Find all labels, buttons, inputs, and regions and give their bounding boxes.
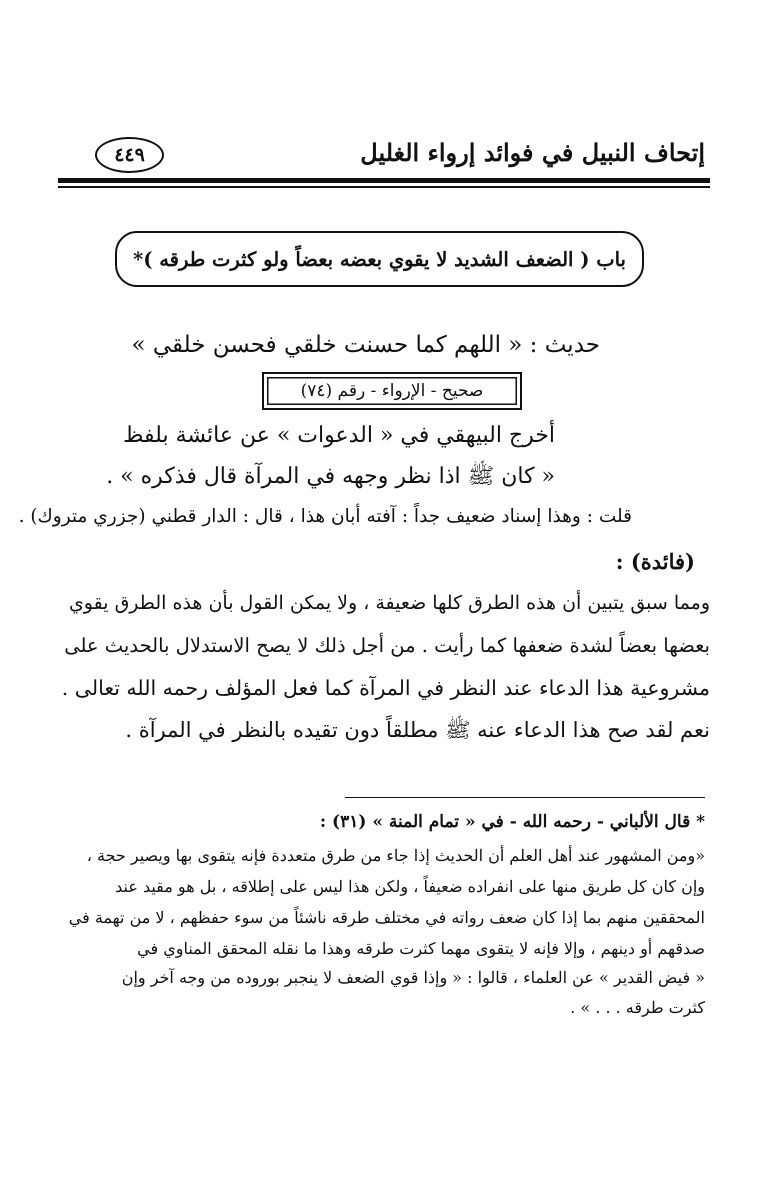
benefit-line: ومما سبق يتبين أن هذه الطرق كلها ضعيفة ، ولا يمكن القول بأن هذه الطرق يقوي	[68, 592, 710, 614]
footnote-line: « فيض القدير » عن العلماء ، قالوا : « وإذا قوي الضعف لا ينجبر بوروده من وجه آخر وإن	[121, 968, 705, 987]
footnote-line: المحققين منهم بما إذا كان ضعف رواته في مختلف طرقه ناشئاً من سوء حفظهم ، لا من تهمة في	[68, 908, 705, 927]
footnote-line: كثرت طرقه . . . » .	[570, 998, 705, 1017]
benefit-heading: (فائدة) :	[615, 549, 695, 574]
hadith-text: حديث : « اللهم كما حسنت خلقي فحسن خلقي »	[131, 332, 600, 358]
hadith-grade-box	[262, 372, 522, 410]
benefit-line: نعم لقد صح هذا الدعاء عنه ﷺ مطلقاً دون تقيده بالنظر في المرآة .	[125, 718, 710, 742]
footnote-line: صدقهم أو دينهم ، وإلا فإنه لا يتقوى مهما كثرت طرقه وهذا ما نقله المحقق المناوي في	[137, 939, 705, 958]
running-header-title: إتحاف النبيل في فوائد إرواء الغليل	[360, 138, 705, 167]
chapter-title: باب ( الضعف الشديد لا يقوي بعضه بعضاً ولو كثرت طرقه )*	[133, 247, 626, 271]
hadith-grade: صحيح - الإرواء - رقم (٧٤)	[300, 381, 484, 401]
chapter-heading-box	[115, 231, 644, 287]
author-comment: قلت : وهذا إسناد ضعيف جداً : آفته أبان هذا ، قال : الدار قطني (جزري متروك) .	[18, 506, 632, 527]
footnote-line: «ومن المشهور عند أهل العلم أن الحديث إذا جاء من طرق متعددة فإنه يتقوى بها ويصير حجة ،	[86, 846, 705, 865]
footnote-line: وإن كان كل طريق منها على انفراده ضعيفاً ، ولكن هذا ليس على إطلاقه ، بل هو مقيد عند	[115, 877, 705, 896]
header-rule-thick	[58, 178, 710, 183]
footnote-heading: * قال الألباني - رحمه الله - في « تمام المنة » (٣١) :	[319, 812, 705, 832]
benefit-line: مشروعية هذا الدعاء عند النظر في المرآة كما فعل المؤلف رحمه الله تعالى .	[61, 676, 710, 700]
page-number-badge: ٤٤٩	[95, 137, 164, 173]
takhrij-line-2: « كان ﷺ اذا نظر وجهه في المرآة قال فذكره » .	[106, 464, 555, 489]
footnote-separator	[345, 797, 705, 798]
header-rule-thin	[58, 186, 710, 188]
takhrij-line-1: أخرج البيهقي في « الدعوات » عن عائشة بلفظ	[123, 423, 555, 448]
benefit-line: بعضها بعضاً لشدة ضعفها كما رأيت . من أجل ذلك لا يصح الاستدلال بالحديث على	[64, 634, 710, 657]
